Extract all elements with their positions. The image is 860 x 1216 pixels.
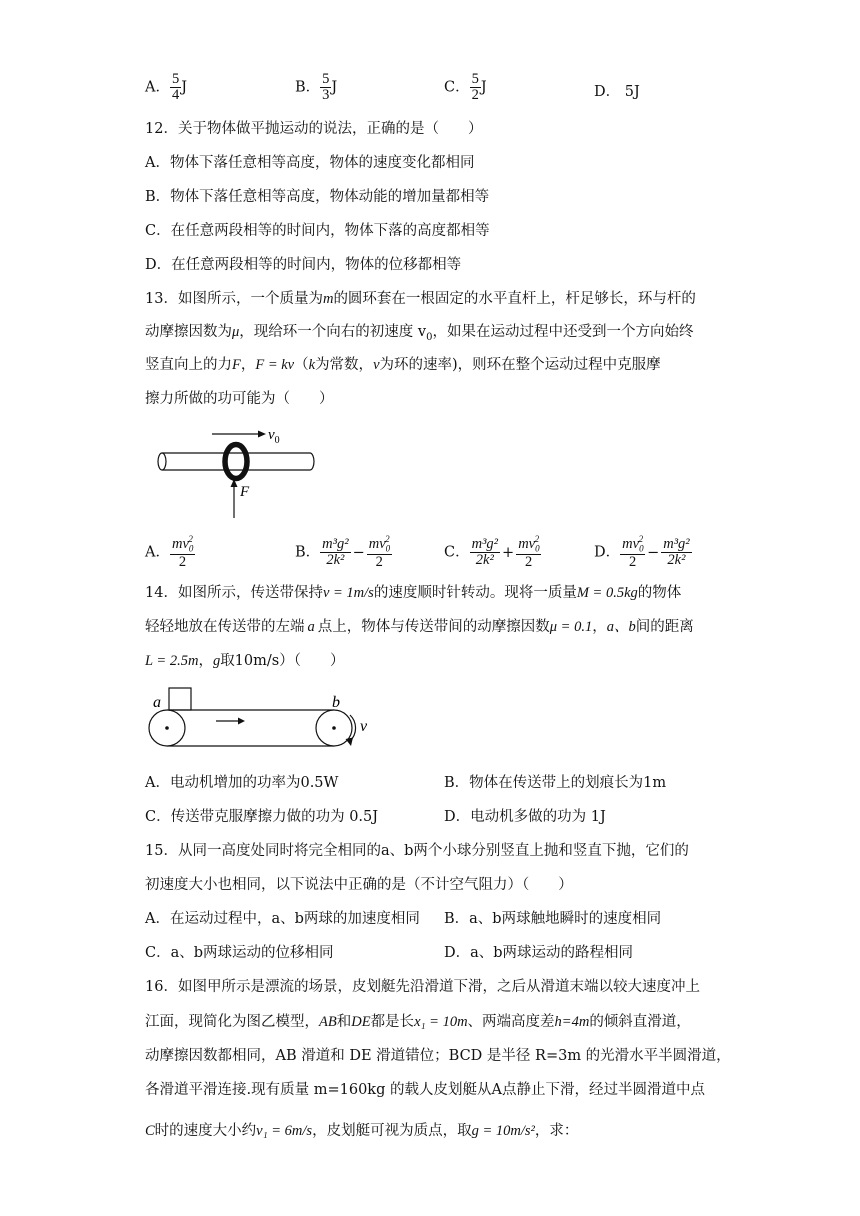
velocity-arrowhead-icon (258, 431, 266, 438)
text: 14．如图所示，传送带保持 (145, 585, 323, 601)
fraction-denominator: 2 (471, 87, 479, 104)
option-label: D． (594, 544, 621, 561)
q16-stem-line1: 16．如图甲所示是漂流的场景，皮划艇先沿滑道下滑，之后从滑道末端以较大速度冲上 (145, 979, 700, 995)
symbol-g: g (212, 653, 221, 669)
fraction-numerator: $mv_0^2$ (171, 534, 194, 554)
text: 轻轻地放在传送带的左端 (145, 619, 305, 635)
operator: + (502, 544, 515, 561)
text: （ (294, 357, 309, 373)
symbol-a: a (307, 619, 315, 635)
text: 的圆环套在一根固定的水平直杆上，杆足够长，环与杆的 (333, 291, 696, 307)
fraction-numerator: 5 (471, 71, 479, 87)
q13-stem-line3 (145, 353, 661, 374)
symbol-AB: AB (319, 1014, 337, 1030)
equation: μ = 0.1 (549, 619, 593, 635)
text: ，如果在运动过程中还受到一个方向始终 (432, 324, 694, 340)
option-label: A． (145, 544, 170, 561)
fraction-numerator: $mv_0^2$ (518, 534, 540, 554)
fraction-denominator: 2 (178, 554, 187, 571)
text: ， (240, 357, 256, 373)
fraction-numerator: m³g² (322, 535, 349, 552)
text: 13．如图所示，一个质量为 (145, 291, 323, 307)
fraction-numerator: 5 (322, 71, 330, 87)
q13-option-a (145, 535, 195, 570)
fraction-numerator: m³g² (663, 535, 690, 552)
fraction (320, 72, 331, 103)
text: 动摩擦因数为 (145, 324, 232, 340)
q16-stem-line4: 各滑道平滑连接.现有质量 m=160kg 的载人皮划艇从A点静止下滑，经过半圆滑道中点 (145, 1082, 705, 1098)
q13-option-d (594, 535, 692, 570)
q13-stem-line4: 擦力所做的功可能为（ ） (145, 391, 334, 407)
equation: h=4m (554, 1014, 590, 1030)
q15-stem-line1: 15．从同一高度处同时将完全相同的a、b两个小球分别竖直上抛和竖直下抛，它们的 (145, 843, 689, 859)
q11-option-d: D． 5J (594, 84, 640, 100)
text: 点上，物体与传送带间的动摩擦因数 (317, 619, 550, 635)
fraction (170, 72, 181, 103)
text: 的物体 (637, 585, 682, 601)
text: 为常数， (315, 357, 374, 373)
symbol-mu: μ (232, 324, 240, 340)
mv: mv (368, 535, 386, 552)
equation: L = 2.5m (145, 653, 199, 669)
text: ， (198, 653, 213, 669)
fraction-denominator: 2k² (667, 552, 686, 569)
q16-stem-line3: 动摩擦因数都相同，AB 滑道和 DE 滑道错位；BCD 是半径 R=3m 的光滑水平半圆滑道， (145, 1048, 731, 1064)
fraction-denominator: 3 (322, 87, 330, 104)
operator: − (352, 544, 365, 561)
equation: x₁ = 10m (414, 1014, 468, 1030)
q16-stem-line2 (145, 1010, 691, 1031)
equation: F = kv (255, 357, 295, 373)
text: 江面，现简化为图乙模型， (145, 1014, 319, 1030)
option-label: B． (295, 79, 321, 96)
text: ，皮划艇可视为质点，取 (312, 1123, 472, 1139)
q14-stem-line1 (145, 581, 681, 602)
fraction (470, 537, 500, 568)
q16-stem-line5 (145, 1119, 578, 1140)
equation: M = 0.5kg (576, 585, 638, 601)
q15-option-d: D．a、b两球运动的路程相同 (444, 945, 634, 961)
q14-stem-line3 (145, 649, 344, 670)
mv: mv (622, 535, 640, 552)
text: 竖直向上的力 (145, 357, 232, 373)
text: 为环的速率)，则环在整个运动过程中克服摩 (379, 357, 661, 373)
text: 间的距离 (635, 619, 694, 635)
text: 的倾斜直滑道， (589, 1014, 691, 1030)
option-label: C． (444, 544, 470, 561)
unit: J (331, 79, 338, 96)
q12-option-d: D．在任意两段相等的时间内，物体的位移都相等 (145, 257, 462, 273)
q12-option-c: C．在任意两段相等的时间内，物体下落的高度都相等 (145, 223, 490, 239)
label-b: b (332, 694, 340, 711)
fraction (661, 537, 691, 568)
fraction (516, 535, 541, 570)
text: 的速度顺时针转动。现将一质量 (373, 585, 577, 601)
equation: v = 1m/s (322, 585, 374, 601)
equation: g = 10m/s² (471, 1123, 535, 1139)
q13-stem-line1 (145, 287, 696, 308)
fraction-denominator: 2 (525, 554, 533, 571)
operator: − (647, 544, 660, 561)
text: 都是长 (370, 1014, 415, 1030)
mv: mv (171, 535, 189, 552)
fraction (320, 537, 350, 568)
q12-option-a: A．物体下落任意相等高度，物体的速度变化都相同 (145, 155, 475, 171)
q14-option-d: D．电动机多做的功为 1J (444, 809, 606, 825)
q13-stem-line2 (145, 320, 693, 343)
F-label: F (240, 484, 250, 500)
q14-stem-line2 (145, 615, 694, 636)
fraction-denominator: 4 (171, 87, 180, 104)
label-v: v (360, 718, 368, 735)
unit: J (480, 79, 487, 96)
subscript: 0 (426, 331, 433, 343)
label-a: a (153, 694, 161, 711)
fraction (620, 535, 645, 570)
q15-stem-line2: 初速度大小也相同，以下说法中正确的是（不计空气阻力）（ ） (145, 877, 573, 893)
rod (158, 453, 314, 470)
mv: mv (518, 535, 536, 552)
q13-figure (150, 420, 320, 520)
symbol-C: C (145, 1123, 155, 1139)
text: 取10m/s）（ ） (220, 653, 345, 669)
q14-figure (148, 683, 378, 753)
symbol-F: F (232, 357, 241, 373)
fraction-denominator: 2 (375, 554, 383, 571)
text: ，现给环一个向右的初速度 v (239, 324, 427, 340)
symbol-k: k (308, 357, 316, 373)
fraction-denominator: 2k² (475, 552, 494, 569)
fraction-numerator: $mv_0^2$ (368, 534, 391, 554)
equation: v₁ = 6m/s (256, 1123, 313, 1139)
symbol-ab: a、b (606, 619, 636, 635)
q13-option-c (444, 535, 541, 570)
option-label: C． (444, 79, 470, 96)
q14-option-a: A．电动机增加的功率为0.5W (145, 775, 339, 791)
fraction-denominator: 2 (628, 554, 637, 571)
fraction-denominator: 2k² (326, 552, 345, 569)
option-label: A． (145, 79, 170, 96)
q14-option-b: B．物体在传送带上的划痕长为1m (444, 775, 667, 791)
option-label: B． (295, 544, 321, 561)
text: 时的速度大小约 (154, 1123, 257, 1139)
q15-option-a: A．在运动过程中，a、b两球的加速度相同 (145, 911, 420, 927)
block-icon (169, 688, 191, 710)
q12-option-b: B．物体下落任意相等高度，物体动能的增加量都相等 (145, 189, 490, 205)
text: 和 (336, 1014, 352, 1030)
fraction-numerator: $mv_0^2$ (622, 534, 644, 554)
fraction (367, 535, 392, 570)
text: ，求： (534, 1123, 579, 1139)
unit: J (181, 79, 188, 96)
text: ， (592, 619, 607, 635)
v0-label: $v_0$ (268, 427, 280, 446)
symbol-m: m (322, 291, 334, 307)
fraction (470, 72, 481, 103)
fraction-numerator: 5 (171, 71, 180, 87)
q12-stem: 12．关于物体做平抛运动的说法，正确的是（ ） (145, 121, 483, 137)
fraction-numerator: m³g² (471, 535, 499, 552)
symbol-DE: DE (351, 1014, 371, 1030)
q11-option-b (295, 72, 337, 103)
q14-option-c: C．传送带克服摩擦力做的功为 0.5J (145, 809, 379, 825)
q11-option-c (444, 72, 487, 103)
symbol-v: v (373, 357, 380, 373)
fraction (170, 535, 195, 570)
q15-option-b: B．a、b两球触地瞬时的速度相同 (444, 911, 662, 927)
ring-icon (225, 445, 247, 479)
q15-option-c: C．a、b两球运动的位移相同 (145, 945, 334, 961)
q11-option-a (145, 72, 187, 103)
text: 、两端高度差 (467, 1014, 555, 1030)
q13-option-b (295, 535, 392, 570)
